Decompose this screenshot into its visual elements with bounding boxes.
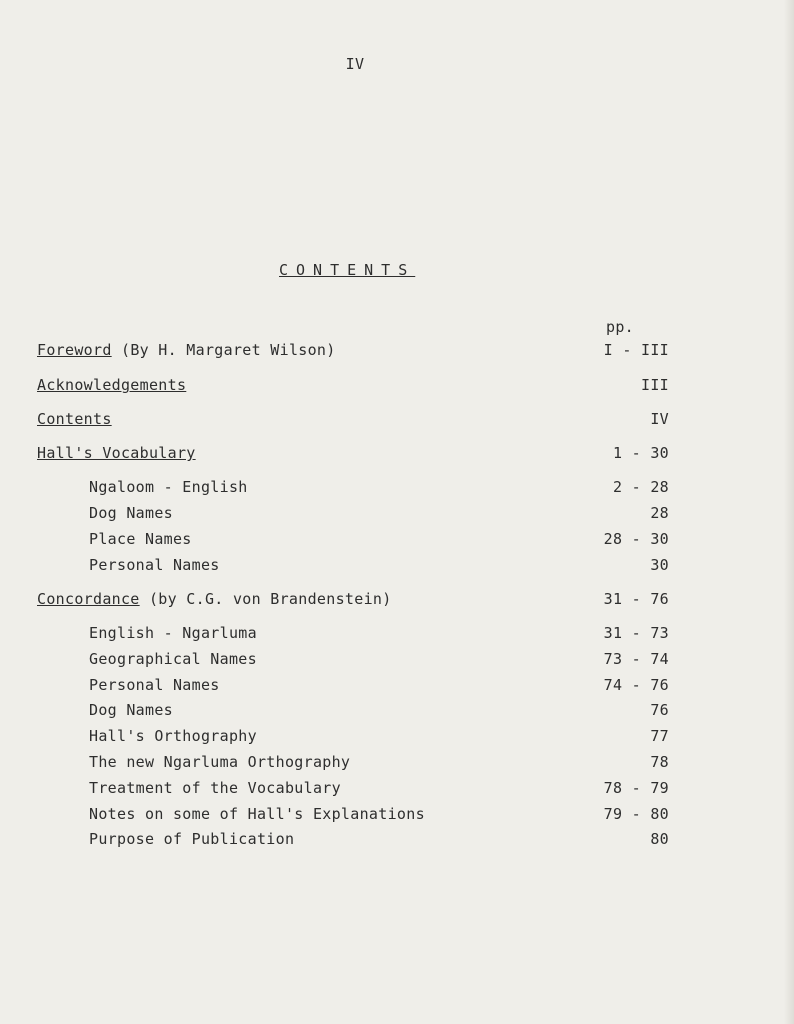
toc-entry-foreword[interactable] (0, 341, 794, 361)
toc-entry-pages: 31 - 73 (603, 624, 669, 642)
toc-entry-title: Notes on some of Hall's Explanations (89, 805, 425, 823)
toc-entry-title: English - Ngarluma (89, 624, 257, 642)
toc-entry-title: Ngaloom - English (89, 478, 248, 496)
toc-subentry-english-ngarluma[interactable] (0, 624, 794, 644)
toc-entry-title: Dog Names (89, 504, 173, 522)
toc-entry-title: Hall's Orthography (89, 727, 257, 745)
toc-subentry-treatment-of-vocabulary[interactable] (0, 779, 794, 799)
toc-entry-title: Concordance (37, 590, 140, 608)
toc-entry-title: The new Ngarluma Orthography (89, 753, 351, 771)
toc-entry-pages: 28 - 30 (603, 530, 669, 548)
toc-entry-pages: 78 - 79 (603, 779, 669, 797)
pages-column-label: pp. (606, 318, 634, 336)
toc-subentry-ngaloom-english[interactable] (0, 478, 794, 498)
toc-entry-pages: 1 - 30 (613, 444, 669, 462)
toc-entry-contents[interactable] (0, 410, 794, 430)
toc-entry-pages: 28 (650, 504, 669, 522)
toc-entry-title: Personal Names (89, 676, 220, 694)
toc-subentry-dog-names-2[interactable] (0, 701, 794, 721)
toc-entry-title: Hall's Vocabulary (37, 444, 196, 462)
toc-entry-pages: IV (650, 410, 669, 428)
toc-entry-title: Purpose of Publication (89, 830, 295, 848)
toc-entry-pages: 31 - 76 (603, 590, 669, 608)
toc-entry-pages: I - III (603, 341, 669, 359)
toc-entry-pages: 78 (650, 753, 669, 771)
toc-entry-pages: 73 - 74 (603, 650, 669, 668)
toc-entry-title: Dog Names (89, 701, 173, 719)
toc-entry-pages: 74 - 76 (603, 676, 669, 694)
toc-entry-title: Place Names (89, 530, 192, 548)
toc-entry-title: Contents (37, 410, 112, 428)
toc-entry-pages: 76 (650, 701, 669, 719)
toc-entry-concordance[interactable] (0, 590, 794, 610)
toc-entry-pages: 79 - 80 (603, 805, 669, 823)
toc-subentry-personal-names-2[interactable] (0, 676, 794, 696)
toc-entry-acknowledgements[interactable] (0, 376, 794, 396)
toc-entry-pages: 80 (650, 830, 669, 848)
toc-subentry-new-ngarluma-orthography[interactable] (0, 753, 794, 773)
contents-heading: CONTENTS (279, 261, 416, 279)
toc-entry-pages: 30 (650, 556, 669, 574)
toc-entry-pages: 77 (650, 727, 669, 745)
toc-subentry-personal-names[interactable] (0, 556, 794, 576)
toc-entry-halls-vocabulary[interactable] (0, 444, 794, 464)
toc-entry-pages: III (641, 376, 669, 394)
toc-subentry-dog-names[interactable] (0, 504, 794, 524)
toc-entry-note: (By H. Margaret Wilson) (111, 341, 336, 359)
toc-entry-title: Personal Names (89, 556, 220, 574)
toc-entry-note: (by C.G. von Brandenstein) (139, 590, 392, 608)
toc-subentry-notes-on-explanations[interactable] (0, 805, 794, 825)
toc-entry-pages: 2 - 28 (613, 478, 669, 496)
toc-subentry-place-names[interactable] (0, 530, 794, 550)
toc-entry-title: Foreword (37, 341, 112, 359)
toc-subentry-purpose-of-publication[interactable] (0, 830, 794, 850)
toc-subentry-geographical-names[interactable] (0, 650, 794, 670)
toc-entry-title: Geographical Names (89, 650, 257, 668)
toc-subentry-halls-orthography[interactable] (0, 727, 794, 747)
page-number: IV (345, 55, 365, 73)
toc-entry-title: Acknowledgements (37, 376, 187, 394)
toc-entry-title: Treatment of the Vocabulary (89, 779, 341, 797)
